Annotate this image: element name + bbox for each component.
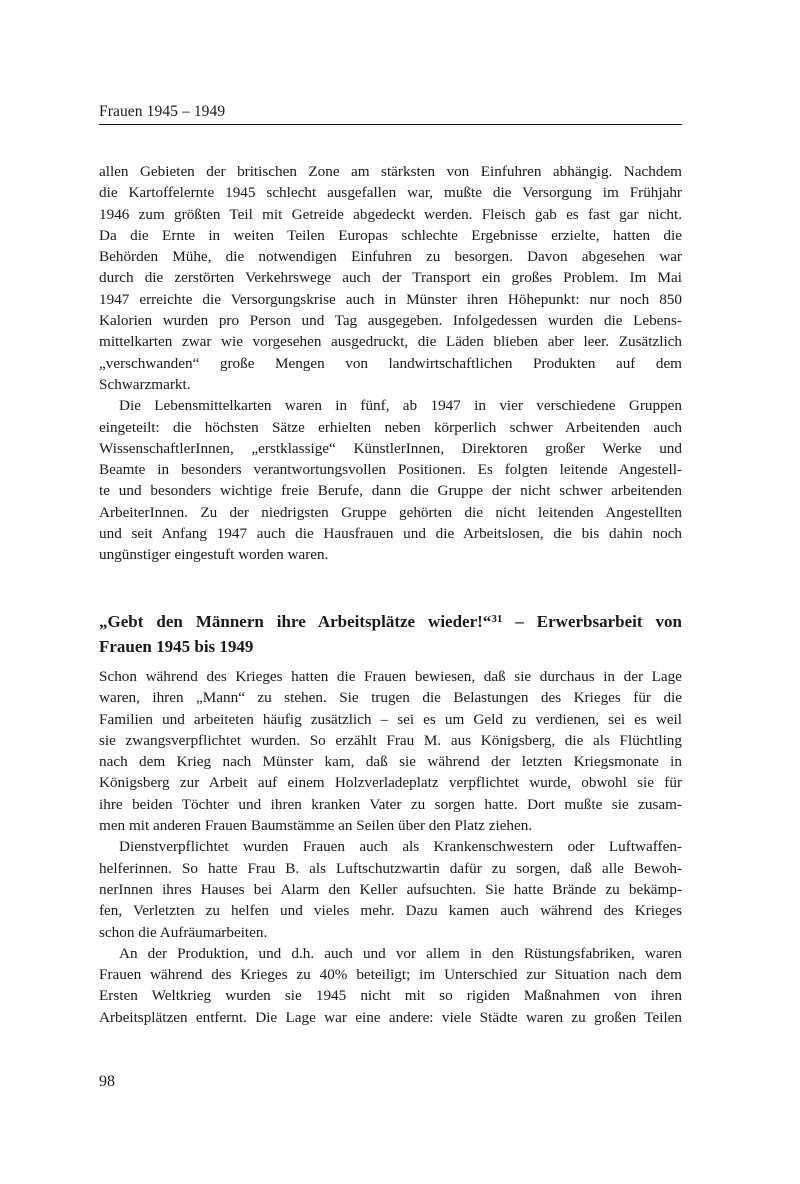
- text-line: Frauen während des Krieges zu 40% beteiligt; im Unterschied zur Situation nach dem: [99, 966, 682, 984]
- paragraph: [99, 943, 682, 1028]
- text-line: „verschwanden“ große Mengen von landwirtschaftlichen Produkten auf dem: [99, 354, 682, 372]
- text-line: 1947 erreichte die Versorgungskrise auch in Münster ihren Höhepunkt: nur noch 850: [99, 290, 682, 308]
- text-line: men mit anderen Frauen Baumstämme an Seilen über den Platz ziehen.: [99, 817, 533, 835]
- paragraph: [99, 836, 682, 942]
- text-line: Kalorien wurden pro Person und Tag ausgegeben. Infolgedessen wurden die Lebens-: [99, 312, 682, 330]
- text-line: und seit Anfang 1947 auch die Hausfrauen und die Arbeitslosen, die bis dahin noch: [99, 525, 682, 543]
- body-text-section-1: [99, 161, 682, 566]
- text-line: Da die Ernte in weiten Teilen Europas schlechte Ergebnisse erzielte, hatten die: [99, 226, 682, 244]
- footnote-ref: 31: [491, 613, 503, 625]
- text-line: ungünstiger eingestuft worden waren.: [99, 546, 329, 564]
- text-line: Arbeitsplätzen entfernt. Die Lage war eine andere: viele Städte waren zu großen Teilen: [99, 1008, 682, 1026]
- text-line: Familien und arbeiteten häufig zusätzlich – sei es um Geld zu verdienen, sei es weil: [99, 710, 682, 728]
- text-line: WissenschaftlerInnen, „erstklassige“ KünstlerInnen, Direktoren großer Werke und: [99, 439, 682, 457]
- text-line: te und besonders wichtige freie Berufe, dann die Gruppe der nicht schwer arbeitenden: [99, 482, 682, 500]
- text-line: schon die Aufräumarbeiten.: [99, 923, 268, 941]
- page-number: 98: [99, 1073, 115, 1090]
- section-heading-line-2: Frauen 1945 bis 1949: [99, 637, 254, 656]
- text-line: Ersten Weltkrieg wurden sie 1945 nicht mit so rigiden Maßnahmen von ihren: [99, 987, 682, 1005]
- text-line: durch die zerstörten Verkehrswege auch der Transport ein großes Problem. Im Mai: [99, 269, 682, 287]
- text-line: Die Lebensmittelkarten waren in fünf, ab 1947 in vier verschiedene Gruppen: [119, 397, 682, 415]
- text-line: allen Gebieten der britischen Zone am stärksten von Einfuhren abhängig. Nachdem: [99, 163, 682, 180]
- paragraph: [99, 666, 682, 836]
- text-line: Königsberg zur Arbeit auf einem Holzverladeplatz verpflichtet wurde, obwohl sie für: [99, 774, 682, 792]
- body-text-section-2: [99, 666, 682, 1028]
- text-line: Schon während des Krieges hatten die Frauen bewiesen, daß sie durchaus in der Lage: [99, 668, 682, 685]
- heading-text-cont: – Erwerbsarbeit von: [502, 612, 682, 631]
- header-rule: [99, 124, 682, 125]
- text-line: Dienstverpflichtet wurden Frauen auch als Krankenschwestern oder Luftwaffen-: [119, 838, 682, 856]
- text-line: ArbeiterInnen. Zu der niedrigsten Gruppe gehörten die nicht leitenden Angestellten: [99, 503, 682, 521]
- text-line: An der Produktion, und d.h. auch und vor allem in den Rüstungsfabriken, waren: [119, 944, 682, 962]
- text-line: die Kartoffelernte 1945 schlecht ausgefallen war, mußte die Versorgung im Frühjahr: [99, 184, 682, 202]
- heading-text: „Gebt den Männern ihre Arbeitsplätze wieder!“: [99, 612, 492, 631]
- text-line: mittelkarten zwar wie vorgesehen ausgedruckt, die Läden blieben aber leer. Zusätzlich: [99, 333, 682, 351]
- text-line: eingeteilt: die höchsten Sätze erhielten neben körperlich schwer Arbeitenden auch: [99, 418, 682, 436]
- paragraph: [99, 161, 682, 395]
- text-line: Schwarzmarkt.: [99, 375, 191, 393]
- section-heading: [99, 607, 682, 659]
- text-line: Behörden Mühe, die notwendigen Einfuhren zu besorgen. Davon abgesehen war: [99, 248, 682, 266]
- text-line: ihre beiden Töchter und ihren kranken Vater zu sorgen hatte. Dort mußte sie zusam-: [99, 795, 682, 813]
- running-head: Frauen 1945 – 1949: [99, 103, 226, 120]
- text-line: sie zwangsverpflichtet wurden. So erzählt Frau M. aus Königsberg, die als Flüchtling: [99, 731, 682, 749]
- text-line: waren, ihren „Mann“ zu stehen. Sie trugen die Belastungen des Krieges für die: [99, 689, 682, 707]
- paragraph: [99, 395, 682, 565]
- text-line: nerInnen ihres Hauses bei Alarm den Keller aufsuchten. Sie hatte Brände zu bekämp-: [99, 880, 682, 898]
- text-line: helferinnen. So hatte Frau B. als Luftschutzwartin dafür zu sorgen, daß alle Bewoh-: [99, 859, 682, 877]
- text-line: 1946 zum größten Teil mit Getreide abgedeckt werden. Fleisch gab es fast gar nicht.: [99, 205, 682, 223]
- text-line: fen, Verletzten zu helfen und vieles mehr. Dazu kamen auch während des Krieges: [99, 902, 682, 920]
- text-line: Beamte in besonders verantwortungsvollen Positionen. Es folgten leitende Angestell-: [99, 461, 682, 479]
- text-line: nach dem Krieg nach Münster kam, daß sie während der letzten Kriegsmonate in: [99, 753, 682, 771]
- section-heading-line-1: [99, 607, 682, 634]
